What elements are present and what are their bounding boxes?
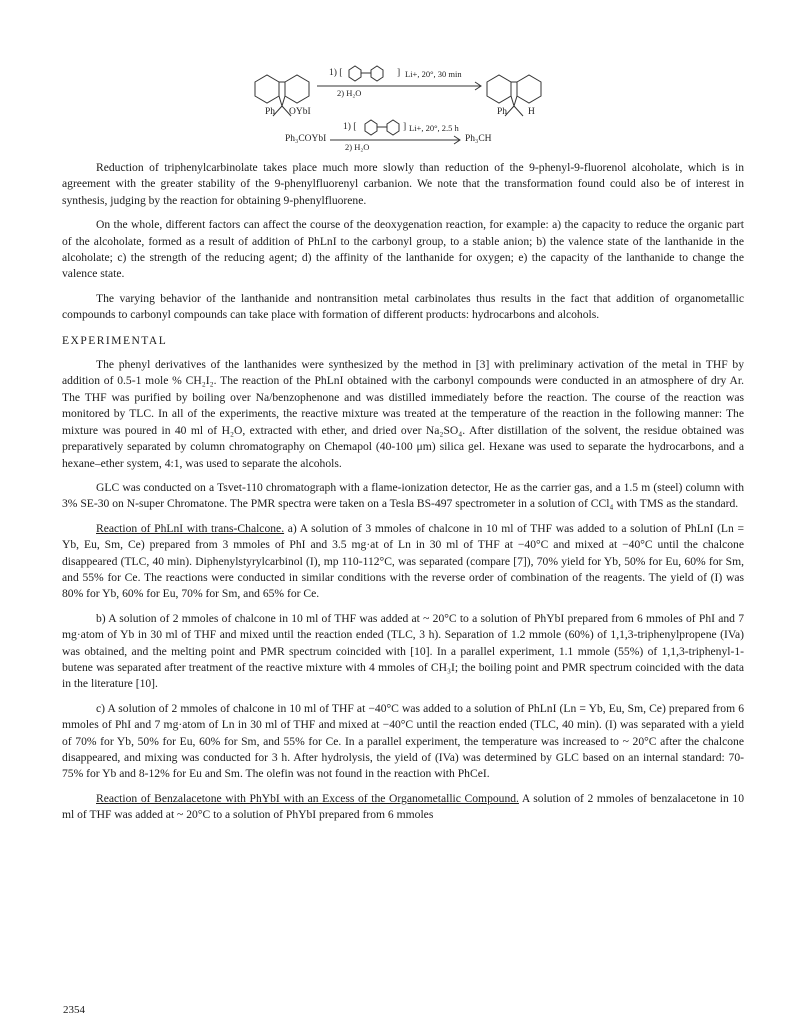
page-number: 2354 [63,1004,85,1016]
paragraph-glc: GLC was conducted on a Tsvet-110 chromatograph with a flame-ionization detector, He as the carrier gas, and a 1.5 m (steel) column with 3% SE-30 on N-super Chromatone. The PMR spectra were taken on a Tesla BS-497 spectrometer in a solution of CCl₄ with TMS as the standard. [62,480,744,511]
section-heading-experimental: EXPERIMENTAL [62,334,168,347]
reaction-scheme [245,60,575,155]
scheme-row2-step2: 2) H₂O [345,142,370,152]
scheme-row1-conditions: Li+, 20°, 30 min [405,69,462,79]
scheme-row1-step2: 2) H₂O [337,88,362,98]
article-body [62,160,744,832]
paragraph-benzalacetone [62,791,744,824]
scheme-row1-reagent-open: 1) [ [329,68,343,78]
paragraph-varying-behavior: The varying behavior of the lanthanide and nontransition metal carbinolates thus results in the fact that addition of organometallic compounds to carbonyl compounds can take place with formation of different products: hydrocarbons and alcohols. [62,291,744,322]
scheme-right-h: H [528,107,535,117]
scheme-row2-reagent-close: ] [403,122,407,132]
paragraph-synthesis-method: The phenyl derivatives of the lanthanides were synthesized by the method in [3] with preliminary activation of the metal in THF by addition of 0.5-1 mole % CH₂I₂. The reaction of the PhLnI obtained with the carbonyl compounds were conducted in an atmosphere of dry Ar. The THF was purified by boiling over Na/benzophenone and was distilled immediately before the reaction. The course of the reaction was monitored by TLC. In all of the experiments, the reactive mixture was treated at the temperature of the reaction in the following manner: The mixture was poured in 40 ml of H₂O, extracted with ether, and dried over Na₂SO₄. After distillation of the solvent, the residue obtained was preparatively separated by column chromatography on Chemapol (40-100 μm) silica gel. Hexane was used to separate the hydrocarbons, and a hexane–ether system, 4:1, was used to separate the alcohols. [62,358,744,470]
paragraph-benzalacetone-body: A solution of 2 mmoles of benzalacetone in 10 ml of THF was added at ~ 20°C to a solution of PhYbI prepared from 6 mmoles [62,791,744,822]
paragraph-chalcone-c: c) A solution of 2 mmoles of chalcone in 10 ml of THF at −40°C was added to a solution of PhLnI (Ln = Yb, Eu, Sm, Ce) prepared from 6 mmoles of PhI and 7 mg·atom of Ln in 30 ml of THF and mixed at −40°C until the reaction ended (TLC, 40 min). (I) was separated with a yield of 70% for Yb, 50% for Eu, 60% for Sm, and 55% for Ce. In a parallel experiment, the temperature was increased to ~ 20°C after the chalcone disappeared, and mixing was conducted for 3 h. After hydrolysis, the yield of (IVa) was determined by GLC based on an internal standard: 70-75% for Yb and 8-12% for Eu and Sm. The olefin was not found in the reaction with PhCeI. [62,701,744,781]
scheme-row1-reagent-close: ] [397,68,401,78]
paragraph-factors: On the whole, different factors can affect the course of the deoxygenation reaction, for example: a) the capacity to reduce the organic part of the alcoholate, formed as a result of addition of PhLnI to the carbonyl group, to a stable anion; b) the valence state of the lanthanide in the alcoholate; c) the strength of the reducing agent; d) the affinity of the lanthanide for oxygen; e) the capacity of the lanthanide to change the valence state. [62,218,744,281]
paragraph-reduction-rate: Reduction of triphenylcarbinolate takes place much more slowly than reduction of the 9-phenyl-9-fluorenol alcoholate, which is in agreement with the greater stability of the 9-phenylfluorenyl carbanion. We note that the transformation found could also be of interest in synthesis, judging by the reaction for obtaining 9-phenylfluorene. [62,161,744,207]
scheme-left-ph: Ph [265,107,276,117]
paragraph-chalcone-a [62,521,744,603]
scheme-row2-product: Ph₃CH [465,134,492,144]
scheme-left-oybi: OYbI [289,107,311,117]
scheme-row2-reagent-open: 1) [ [343,122,357,132]
paragraph-chalcone-b: b) A solution of 2 mmoles of chalcone in 10 ml of THF was added at ~ 20°C to a solution of PhYbI prepared from 6 mmoles of PhI and 7 mg·atom of Yb in 30 ml of THF and mixed until the reaction ended (TLC, 3 h). Separation of 1.2 mmole (60%) of 1,1,3-triphenylpropene (IVa) was obtained, and the melting point and PMR spectrum coincided with [10]. In a parallel experiment, 1.1 mmole (55%) of 1,1,3-triphenyl-1-butene was separated after treatment of the reactive mixture with 4 mmoles of CH₃I; the boiling point and PMR spectrum coincided with the data in the literature [10]. [62,611,744,691]
scheme-row2-conditions: Li+, 20°, 2.5 h [409,123,459,133]
subheading-chalcone: Reaction of PhLnI with trans-Chalcone. [96,521,285,535]
scheme-right-ph: Ph [497,107,508,117]
scheme-row2-start: Ph₃COYbI [285,134,327,144]
paragraph-chalcone-a-body: a) A solution of 3 mmoles of chalcone in 10 ml of THF was added to a solution of PhLnI (Ln = Yb, Eu, Sm, Ce) prepared from 3 mmoles of PhI and 3.5 mg·at of Ln in 30 ml of THF at −40°C and mixed at −40°C until the chalcone disappeared (TLC, 40 min). Diphenylstyrylcarbinol (I), mp 110-112°C, was separated (compare [7]), 70% yield for Yb, 50% for Eu, 60% for Sm, and 55% for Ce. The reactions were conducted in similar conditions with the reverse order of combination of the reagents. The yield of (I) was 80% for Yb, 60% for Eu, 70% for Sm, and 65% for Ce. [62,521,744,601]
subheading-benzalacetone: Reaction of Benzalacetone with PhYbI with an Excess of the Organometallic Compound. [96,791,519,805]
